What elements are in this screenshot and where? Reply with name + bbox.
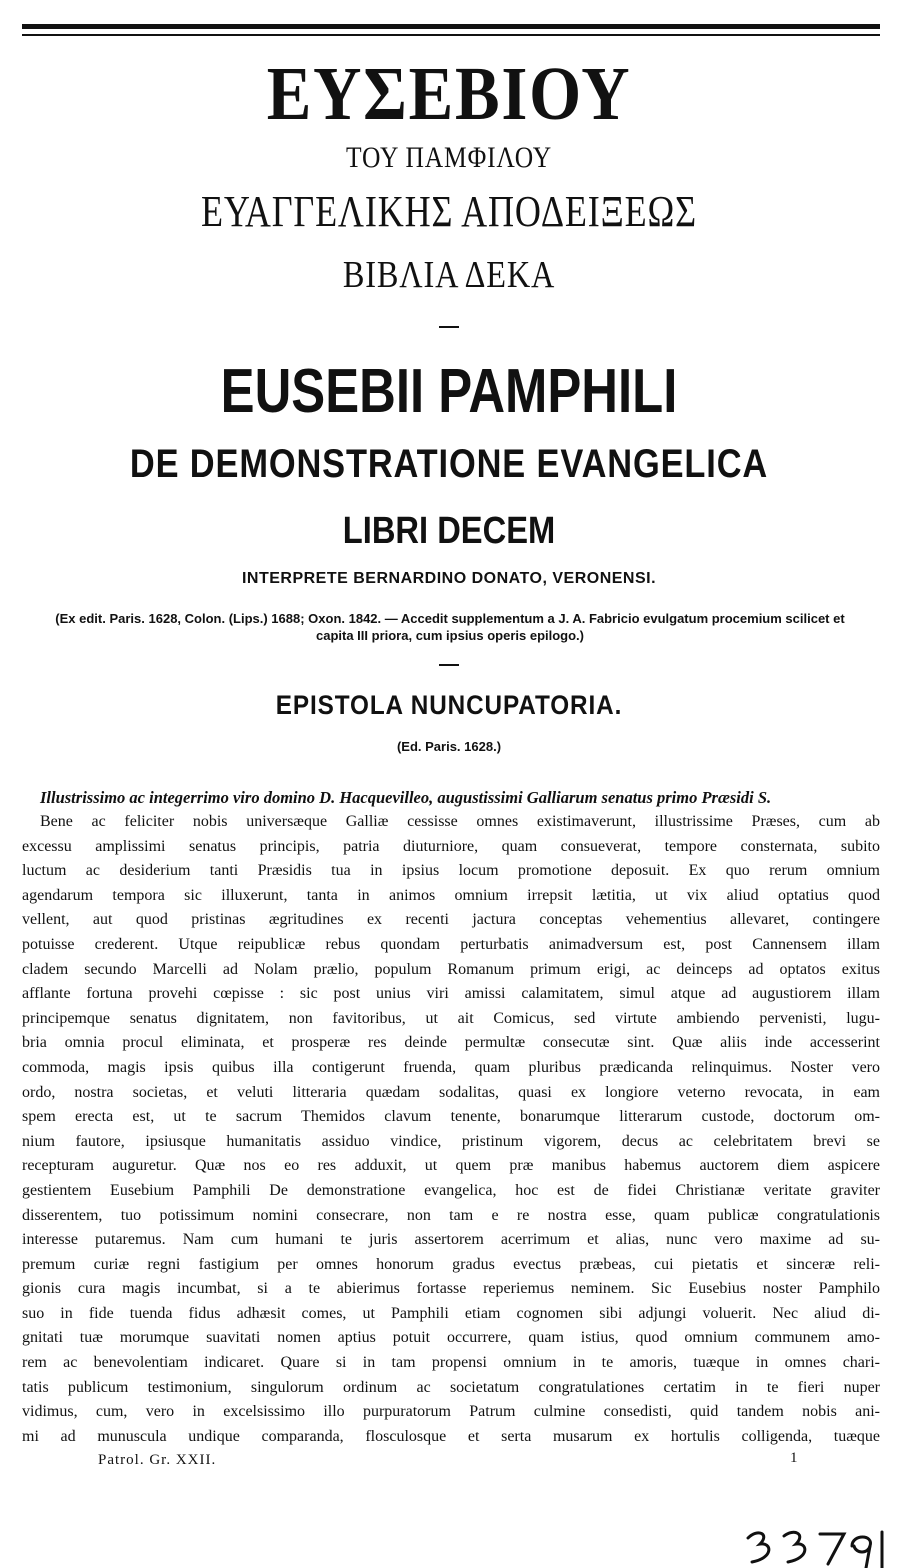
- handwritten-shelf-mark: [740, 1524, 890, 1568]
- body-text-line: tatis publicum testimonium, singulorum ordinum ac societatum congratulationes certatim in te fieri nuper: [22, 1378, 880, 1396]
- body-text-line: commoda, magis ipsis quibus illa contigerunt fruenda, quam pluribus prædicanda relinquimus. Noster vero: [22, 1058, 880, 1076]
- greek-subtitle-work: ΕΥΑΓΓΕΛΙΚΗΣ ΑΠΟΔΕΙΞΕΩΣ: [201, 187, 697, 236]
- body-text-line: suo in fide tuenda fidus adhæsit comes, ut Pamphili etiam cognomen sibi adjungi voluerit. Nec aliud di-: [22, 1304, 880, 1322]
- page-number: 1: [790, 1450, 798, 1466]
- body-text-line: afflante fortuna provehi cœpisse : sic post unius viri amissi calamitatem, simul atque ad augustiorem illam: [22, 985, 880, 1003]
- interpreter-line: INTERPRETE BERNARDINO DONATO, VERONENSI.: [241, 570, 657, 587]
- body-text-line: gnitati tuæ morumque suavitati nomen aptius potuit occurrere, quam istius, quod omnium communem amo-: [22, 1329, 880, 1347]
- body-text-line: gionis cura magis incumbat, si a te abierimus fortasse reperiemus neminem. Sic Eusebius noster Pamphilo: [22, 1280, 880, 1298]
- top-rule-thin: [22, 34, 880, 36]
- body-text-line: interesse putaremus. Nam cum humani te juris assertorem acerrimum et alias, nunc vero maxime ad su-: [22, 1231, 880, 1249]
- body-text-line: rem ac benevolentiam indicaret. Quare si in tam propensi omnium in te amoris, tuæque in omnes chari-: [22, 1354, 880, 1372]
- greek-title: ΕΥΣΕΒΙΟΥ: [266, 52, 632, 136]
- body-text-line: potuisse crederent. Utque reipublicæ rebus quondam perturbatis animadversum est, post Cannensem illam: [22, 935, 880, 953]
- edition-note: (Ed. Paris. 1628.): [396, 739, 502, 754]
- footer-signature: Patrol. Gr. XXII.: [98, 1452, 217, 1468]
- body-text-line: spem erecta est, ut te sacrum Themidos clavum tenente, bonarumque litterarum custode, doctorum om-: [22, 1108, 880, 1126]
- body-text-line: luctum ac desiderium tanti Præsidis tua in ipsius locum promotione deposuit. Ex quo rerum omnium: [22, 862, 880, 880]
- body-text-line: Bene ac feliciter nobis universæque Galliæ cessisse omnes existimaverunt, illustrissime Præses, cum ab: [40, 813, 880, 830]
- body-text-line: disserentem, tuo potissimum nomini consecrare, non tam e re nostra esse, quam publicæ congratulationis: [22, 1206, 880, 1224]
- body-text-line: bria omnia procul eliminata, et prosperæ res deinde permultæ consecutæ sint. Quæ aliis inde accesserint: [22, 1034, 880, 1052]
- section-heading: EPISTOLA NUNCUPATORIA.: [275, 690, 623, 720]
- greek-subtitle-books: ΒΙΒΛΙΑ ΔΕΚΑ: [342, 254, 556, 296]
- latin-title: EUSEBII PAMPHILI: [220, 357, 678, 426]
- body-text-line: recepturam auguretur. Quæ nos eo res adduxit, ut quem præ manibus habemus auctorem diem aspicere: [22, 1157, 880, 1175]
- body-text-line: premum curiæ regni fastigium per omnes honorum gradus evectus præbeas, cui pietatis et sinceræ reli-: [22, 1255, 880, 1273]
- top-rule-thick: [22, 24, 880, 29]
- greek-subtitle-author: ΤΟΥ ΠΑΜΦΙΛΟΥ: [346, 141, 552, 174]
- body-text-line: vellent, aut quod pristinas ægritudines ex recenti jactura conceptas vehementius allevaret, contingere: [22, 911, 880, 929]
- body-text-line: gestientem Eusebium Pamphili De demonstratione evangelica, hoc est de fidei Christianæ veritate graviter: [22, 1181, 880, 1199]
- latin-subtitle-books: LIBRI DECEM: [342, 510, 556, 552]
- separator-dash: [439, 664, 459, 666]
- body-text-line: principemque senatus dignitatem, non favitoribus, ut ait Comicus, sed virtute ambiendo pervenisti, lugu-: [22, 1009, 880, 1027]
- body-text-line: nium fautore, ipsiusque humanitatis assiduo vindice, pristinum vigorem, decus ac celebritatem brevi se: [22, 1132, 880, 1150]
- body-text-line: mi ad munuscula undique comparanda, flosculosque et serta musarum ex hortulis colligenda, tuæque: [22, 1427, 880, 1445]
- editions-note: (Ex edit. Paris. 1628, Colon. (Lips.) 1688; Oxon. 1842. — Accedit supplementum a J. A. Fabricio evulgatum procemium scilicet et capita III priora, cum ipsius operis epilogo.): [55, 611, 845, 643]
- body-text-line: vidimus, cum, vero in excelsissimo illo purpuratorum Patrum culmine consedisti, quid tandem nobis ani-: [22, 1403, 880, 1421]
- body-text-line: ordo, nostra societas, et veluti litteraria quædam sodalitas, quasi ex longiore veterno revocata, in eam: [22, 1083, 880, 1101]
- dedication-line: Illustrissimo ac integerrimo viro domino D. Hacquevilleo, augustissimi Galliarum senatus primo Præsidi S.: [40, 788, 772, 807]
- body-text-line: excessu amplissimi senatus principis, patria diuturniore, quam consueverat, tempore consternata, subito: [22, 837, 880, 855]
- latin-subtitle-work: DE DEMONSTRATIONE EVANGELICA: [129, 442, 769, 486]
- handwritten-mark-drawing: [740, 1524, 890, 1568]
- epistola-body: [22, 810, 880, 1449]
- separator-dash: [439, 326, 459, 328]
- body-text-line: agendarum tempora sic illuxerunt, tanta in animos omnium irrepsit lætitia, ut vix aliud optatius quod: [22, 886, 880, 904]
- body-text-line: cladem secundo Marcelli ad Nolam prælio, populum Romanum primum erigi, ac deinceps ad optatos exitus: [22, 960, 880, 978]
